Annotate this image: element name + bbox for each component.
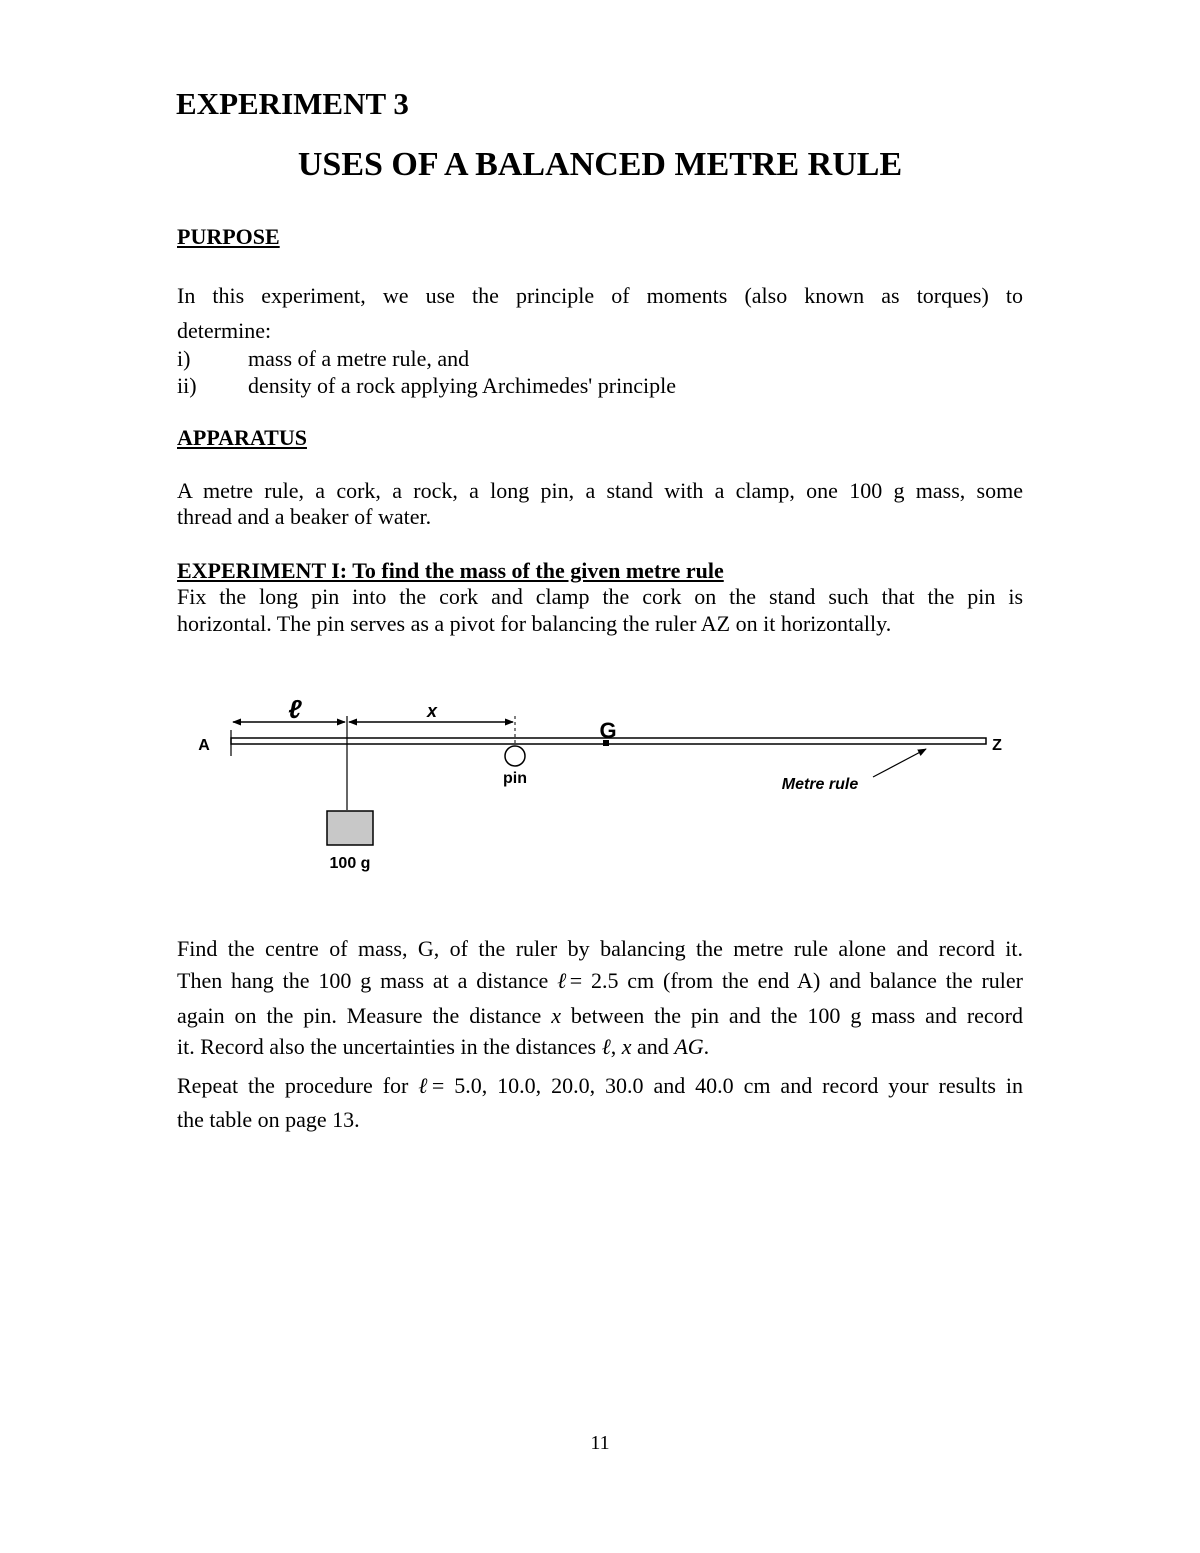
label-g: G: [599, 718, 617, 743]
procedure-line-4: [177, 1034, 709, 1060]
experiment1-heading: EXPERIMENT I: To find the mass of the given metre rule: [177, 558, 724, 583]
label-metre-rule: Metre rule: [781, 776, 859, 793]
page-number: 11: [590, 1432, 610, 1454]
x-symbol: x: [551, 1003, 561, 1028]
purpose-item-number: i): [177, 346, 191, 371]
text-run: = 5.0, 10.0, 20.0, 30.0 and 40.0 cm and record your results in: [431, 1073, 1023, 1098]
x-symbol: x: [621, 1034, 632, 1059]
label-x: x: [426, 701, 438, 721]
purpose-item: [177, 346, 1023, 374]
pin-circle: [505, 746, 525, 766]
purpose-item-number: ii): [177, 373, 197, 398]
purpose-item-text: mass of a metre rule, and: [248, 346, 470, 371]
text-run: .: [703, 1034, 710, 1059]
procedure-line-3: [177, 1003, 1023, 1029]
text-run: and: [631, 1034, 675, 1059]
purpose-heading: PURPOSE: [177, 224, 280, 249]
purpose-intro-line-1: In this experiment, we use the principle of moments (also known as torques) to: [177, 283, 1023, 308]
ag-symbol: AG: [674, 1034, 704, 1059]
experiment-number: EXPERIMENT 3: [176, 86, 409, 121]
l-symbol: ℓ: [418, 1073, 432, 1098]
text-run: Then hang the 100 g mass at a distance: [177, 968, 558, 993]
text-run: ,: [610, 1034, 622, 1059]
procedure-repeat-line-1: [177, 1073, 1023, 1099]
text-run: between the pin and the 100 g mass and record: [561, 1003, 1023, 1028]
label-l: ℓ: [288, 694, 302, 724]
apparatus-line-2: thread and a beaker of water.: [177, 504, 432, 529]
metre-rule-diagram: [0, 690, 1200, 890]
label-z: Z: [992, 737, 1002, 754]
label-pin: pin: [503, 770, 527, 787]
page-title: USES OF A BALANCED METRE RULE: [297, 146, 903, 183]
label-mass: 100 g: [329, 855, 371, 872]
text-run: = 2.5 cm (from the end A) and balance the ruler: [569, 968, 1023, 993]
apparatus-line-1: A metre rule, a cork, a rock, a long pin, a stand with a clamp, one 100 g mass, some: [177, 478, 1023, 503]
procedure-repeat-line-2: the table on page 13.: [177, 1107, 360, 1132]
l-symbol: ℓ: [601, 1034, 611, 1059]
experiment1-line-1: Fix the long pin into the cork and clamp the cork on the stand such that the pin is: [177, 584, 1023, 609]
experiment1-line-2: horizontal. The pin serves as a pivot for balancing the ruler AZ on it horizontally.: [177, 611, 892, 636]
purpose-item: [177, 373, 1023, 401]
mass-block: [327, 811, 373, 845]
text-run: it. Record also the uncertainties in the distances: [177, 1034, 602, 1059]
text-run: Repeat the procedure for: [177, 1073, 419, 1098]
purpose-item-text: density of a rock applying Archimedes' principle: [248, 373, 676, 398]
apparatus-heading: APPARATUS: [177, 425, 307, 450]
procedure-line-1: Find the centre of mass, G, of the ruler by balancing the metre rule alone and record it.: [177, 936, 1023, 961]
procedure-line-2: [177, 968, 1023, 994]
label-a: A: [198, 737, 210, 754]
purpose-intro-line-2: determine:: [177, 318, 272, 343]
text-run: again on the pin. Measure the distance: [177, 1003, 552, 1028]
metre-rule-pointer: [873, 749, 926, 777]
l-symbol: ℓ: [557, 968, 570, 993]
